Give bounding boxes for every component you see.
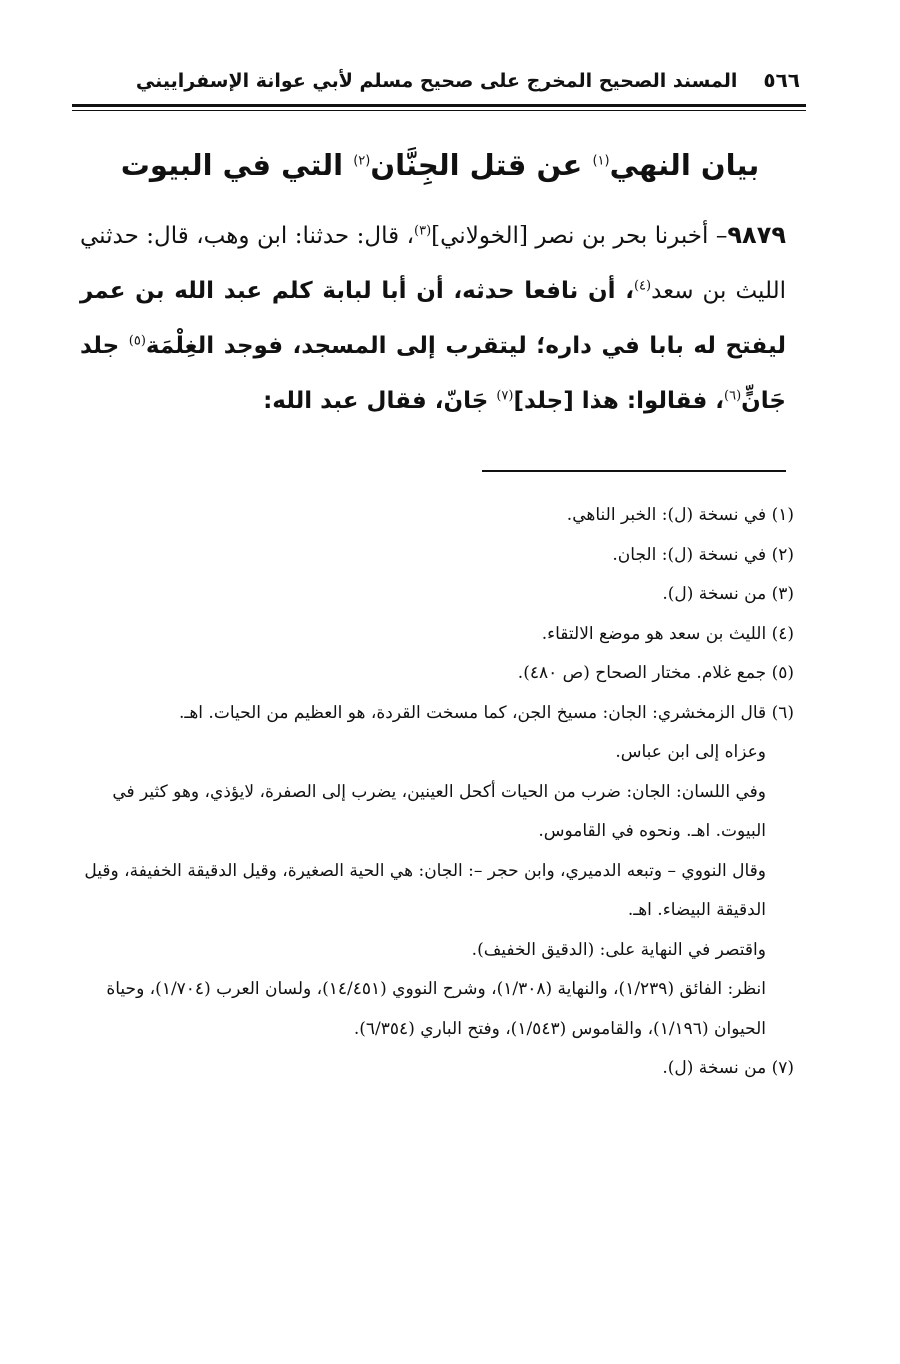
- footnote-ref-7: (٧): [496, 388, 514, 404]
- footnote-ref-2: (٢): [353, 153, 371, 169]
- footnote-ref-5: (٥): [128, 333, 146, 349]
- hadith-number: ٩٨٧٩: [727, 221, 786, 249]
- footnote-ref-3: (٣): [414, 223, 432, 239]
- footnote-6-continuation-4: واقتصر في النهاية على: (الدقيق الخفيف).: [471, 939, 766, 960]
- footnote-6-continuation-2: وفي اللسان: الجان: ضرب من الحيات أكحل العينين، يضرب إلى الصفرة، لايؤذي، وهو كثير في البيوت. اهـ. ونحوه في القاموس.: [112, 781, 766, 841]
- heading-part-2: عن قتل الجِنَّان: [370, 148, 593, 182]
- footnote-6: (٦) قال الزمخشري: الجان: مسيخ الجن، كما مسخت القردة، هو العظيم من الحيات. اهـ.: [178, 702, 794, 723]
- footnote-7: (٧) من نسخة (ل).: [662, 1058, 794, 1078]
- matn-segment-3: ، فقالوا: هذا [جلد]: [513, 388, 725, 414]
- footnote-ref-6: (٦): [724, 388, 742, 404]
- footnote-ref-4: (٤): [633, 278, 652, 294]
- heading-part-1: بيان النهي: [609, 148, 760, 182]
- hadith-text: [80, 208, 786, 429]
- matn-segment-4: جَانّ، فقال عبد الله:: [263, 388, 497, 414]
- chapter-heading: [80, 140, 800, 190]
- footnote-1: (١) في نسخة (ل): الخبر الناهي.: [566, 505, 794, 525]
- running-title: المسند الصحيح المخرج على صحيح مسلم لأبي عوانة الإسفراييني: [135, 70, 738, 92]
- matn-segment-1: ، أن نافعا حدثه، أن أبا لبابة كلم عبد الله بن عمر ليفتح له بابا في داره؛ ليتقرب إلى المسجد، فوجد الغِلْمَة: [80, 278, 786, 359]
- heading-part-3: التي في البيوت: [120, 148, 354, 182]
- footnote-2: (٢) في نسخة (ل): الجان.: [612, 544, 794, 565]
- page-number: ٥٦٦: [763, 68, 800, 92]
- footnotes: [80, 496, 794, 1089]
- isnad-segment-2: ، قال: حدثنا: ابن وهب، قال: حدثني الليث بن سعد: [80, 223, 786, 304]
- footnote-4: (٤) الليث بن سعد هو موضع الالتقاء.: [541, 623, 794, 644]
- footnote-6-continuation-3: وقال النووي – وتبعه الدميري، وابن حجر –: الجان: هي الحية الصغيرة، وقيل الدقيقة الخفيفة، وقيل الدقيقة البيضاء. اهـ.: [84, 860, 766, 920]
- footnote-6-continuation-1: وعزاه إلى ابن عباس.: [615, 742, 766, 762]
- footnote-6-references: انظر: الفائق (١/٢٣٩)، والنهاية (١/٣٠٨)، وشرح النووي (١٤/٤٥١)، ولسان العرب (١/٧٠٤)، وحياة الحيوان (١/١٩٦)، والقاموس (١/٥٤٣)، وفتح الباري (٦/٣٥٤).: [106, 979, 766, 1039]
- footnote-5: (٥) جمع غلام. مختار الصحاح (ص ٤٨٠).: [517, 663, 794, 683]
- footnote-rule: [482, 470, 786, 472]
- footnote-ref-1: (١): [592, 153, 610, 169]
- footnote-3: (٣) من نسخة (ل).: [662, 584, 794, 604]
- header-rule: [72, 104, 806, 107]
- header-rule-thin: [72, 110, 806, 111]
- matn-segment-2: جلد جَانٍّ: [80, 333, 786, 414]
- running-header: [80, 68, 800, 104]
- isnad-segment-1: – أخبرنا بحر بن نصر [الخولاني]: [431, 223, 728, 249]
